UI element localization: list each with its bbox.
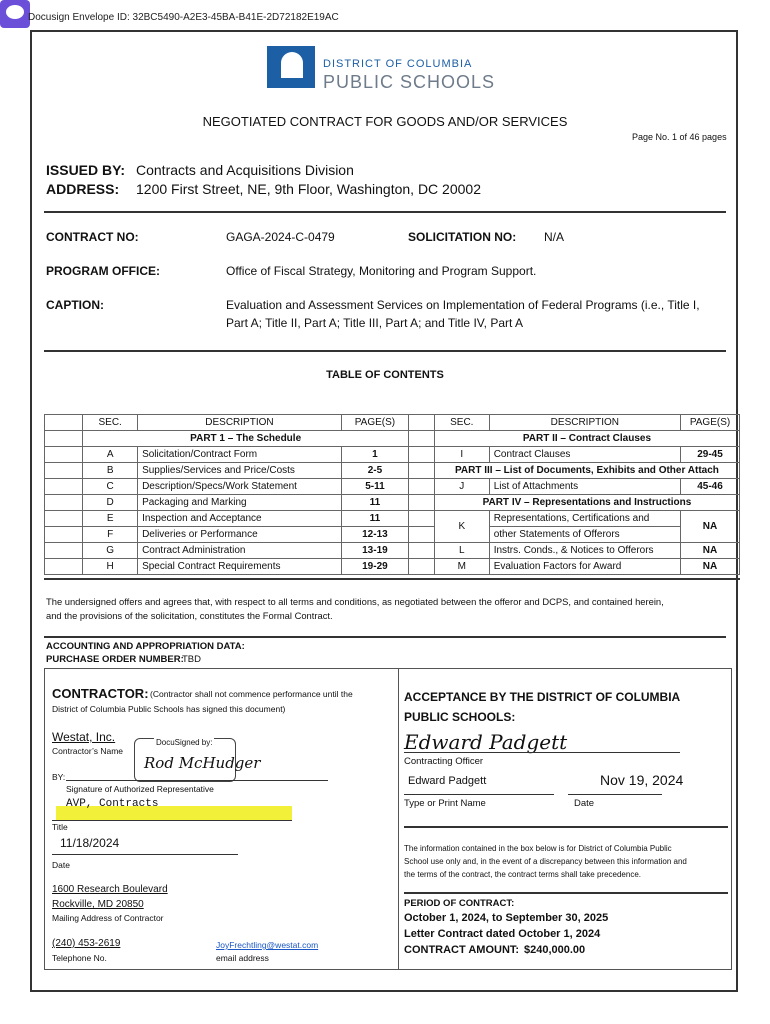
date-label: Date bbox=[574, 798, 595, 809]
table-cell: Inspection and Acceptance bbox=[138, 511, 342, 527]
toc-part2: PART II – Contract Clauses bbox=[434, 431, 739, 447]
table-cell: 11 bbox=[341, 511, 408, 527]
table-cell bbox=[409, 479, 435, 495]
table-cell: Contract Clauses bbox=[489, 447, 680, 463]
table-cell: D bbox=[83, 495, 138, 511]
table-cell bbox=[45, 463, 83, 479]
page-number: Page No. 1 of 46 pages bbox=[632, 132, 727, 142]
toc-header-desc: DESCRIPTION bbox=[489, 415, 680, 431]
table-cell: Representations, Certifications and bbox=[489, 511, 680, 527]
table-cell: 19-29 bbox=[341, 559, 408, 575]
table-cell bbox=[45, 431, 83, 447]
contract-no-label: CONTRACT NO: bbox=[46, 230, 139, 244]
divider bbox=[44, 578, 740, 580]
chat-icon[interactable] bbox=[0, 0, 30, 28]
info-line1: The information contained in the box below is for District of Columbia Public bbox=[404, 844, 672, 853]
toc-part3: PART III – List of Documents, Exhibits and Other Attach bbox=[434, 463, 739, 479]
table-cell: K bbox=[434, 511, 489, 543]
amount-label: CONTRACT AMOUNT: bbox=[404, 944, 520, 956]
table-cell bbox=[45, 527, 83, 543]
caption-line2: Part A; Title II, Part A; Title III, Part A; and Title IV, Part A bbox=[226, 316, 524, 330]
divider bbox=[404, 826, 728, 828]
divider bbox=[404, 892, 728, 894]
signature-label: Signature of Authorized Representative bbox=[66, 784, 214, 794]
date-label: Date bbox=[52, 860, 70, 870]
table-cell: 5-11 bbox=[341, 479, 408, 495]
offer-statement-line2: and the provisions of the solicitation, constitutes the Formal Contract. bbox=[46, 610, 333, 621]
date-line bbox=[52, 854, 238, 855]
document-title: NEGOTIATED CONTRACT FOR GOODS AND/OR SERVICES bbox=[202, 114, 568, 129]
table-cell: J bbox=[434, 479, 489, 495]
table-row bbox=[45, 479, 740, 495]
po-value: TBD bbox=[182, 654, 201, 665]
toc-part1: PART 1 – The Schedule bbox=[83, 431, 409, 447]
date-line bbox=[568, 794, 662, 795]
table-cell: H bbox=[83, 559, 138, 575]
table-cell: Instrs. Conds., & Notices to Offerors bbox=[489, 543, 680, 559]
contractor-name: Westat, Inc. bbox=[52, 730, 116, 744]
table-cell: 1 bbox=[341, 447, 408, 463]
table-cell: B bbox=[83, 463, 138, 479]
table-cell: Evaluation Factors for Award bbox=[489, 559, 680, 575]
logo-line2: PUBLIC SCHOOLS bbox=[323, 72, 496, 92]
table-cell bbox=[409, 463, 435, 479]
divider bbox=[44, 211, 726, 213]
table-cell bbox=[45, 543, 83, 559]
table-cell bbox=[409, 495, 435, 511]
contractor-heading: CONTRACTOR: bbox=[52, 686, 149, 701]
signature-line bbox=[404, 752, 680, 753]
table-row bbox=[45, 511, 740, 527]
table-cell bbox=[45, 447, 83, 463]
officer-printed-name: Edward Padgett bbox=[408, 775, 487, 787]
caption-label: CAPTION: bbox=[46, 298, 104, 312]
officer-date-value: Nov 19, 2024 bbox=[600, 772, 684, 788]
table-cell bbox=[409, 543, 435, 559]
table-row bbox=[45, 447, 740, 463]
email-link[interactable]: JoyFrechtling@westat.com bbox=[216, 940, 319, 950]
table-cell bbox=[45, 511, 83, 527]
table-cell bbox=[409, 527, 435, 543]
name-line bbox=[404, 794, 554, 795]
table-cell: E bbox=[83, 511, 138, 527]
table-cell: I bbox=[434, 447, 489, 463]
acceptance-heading2: PUBLIC SCHOOLS: bbox=[404, 710, 516, 724]
title-line bbox=[52, 820, 292, 821]
program-office-value: Office of Fiscal Strategy, Monitoring and Program Support. bbox=[226, 264, 537, 278]
table-cell: 11 bbox=[341, 495, 408, 511]
contract-no-value: GAGA-2024-C-0479 bbox=[226, 230, 335, 244]
table-cell bbox=[45, 415, 83, 431]
period-value: October 1, 2024, to September 30, 2025 bbox=[404, 912, 609, 924]
solicitation-no-label: SOLICITATION NO: bbox=[408, 230, 517, 244]
info-line2: School use only and, in the event of a discrepancy between this information and bbox=[404, 857, 687, 866]
table-cell: other Statements of Offerors bbox=[489, 527, 680, 543]
toc-part4: PART IV – Representations and Instructions bbox=[434, 495, 739, 511]
address-line2: Rockville, MD 20850 bbox=[52, 899, 144, 910]
divider bbox=[44, 350, 726, 352]
title-label: Title bbox=[52, 822, 68, 832]
table-cell bbox=[409, 415, 435, 431]
email-label: email address bbox=[216, 953, 269, 963]
table-cell: A bbox=[83, 447, 138, 463]
acceptance-heading1: ACCEPTANCE BY THE DISTRICT OF COLUMBIA bbox=[404, 690, 681, 704]
table-cell: Contract Administration bbox=[138, 543, 342, 559]
officer-signature: Edward Padgett bbox=[404, 730, 568, 754]
table-cell bbox=[409, 511, 435, 527]
toc-header-pages: PAGE(S) bbox=[681, 415, 740, 431]
table-row bbox=[45, 543, 740, 559]
table-cell: Deliveries or Performance bbox=[138, 527, 342, 543]
table-row bbox=[45, 527, 740, 543]
docusigned-by: DocuSigned by: bbox=[156, 738, 213, 747]
table-cell: 12-13 bbox=[341, 527, 408, 543]
table-cell: L bbox=[434, 543, 489, 559]
contractor-date-value: 11/18/2024 bbox=[60, 836, 120, 850]
solicitation-no-value: N/A bbox=[544, 230, 565, 244]
table-cell: Special Contract Requirements bbox=[138, 559, 342, 575]
divider bbox=[44, 636, 726, 638]
table-cell: G bbox=[83, 543, 138, 559]
info-line3: the terms of the contract, the contract terms shall take precedence. bbox=[404, 870, 642, 879]
contractor-note2: District of Columbia Public Schools has signed this document) bbox=[52, 704, 286, 714]
name-label: Type or Print Name bbox=[404, 798, 486, 809]
phone-label: Telephone No. bbox=[52, 953, 107, 963]
address-label: Mailing Address of Contractor bbox=[52, 913, 164, 923]
table-cell: 2-5 bbox=[341, 463, 408, 479]
table-cell bbox=[45, 495, 83, 511]
table-cell bbox=[409, 559, 435, 575]
table-cell: NA bbox=[681, 559, 740, 575]
contractor-signature: Rod McHudger bbox=[144, 754, 261, 772]
toc-title: TABLE OF CONTENTS bbox=[326, 369, 444, 381]
address-value: 1200 First Street, NE, 9th Floor, Washington, DC 20002 bbox=[136, 181, 481, 197]
issued-by-label: ISSUED BY: bbox=[46, 162, 126, 178]
address-label: ADDRESS: bbox=[46, 181, 120, 197]
address-line1: 1600 Research Boulevard bbox=[52, 884, 168, 895]
table-cell: NA bbox=[681, 511, 740, 543]
program-office-label: PROGRAM OFFICE: bbox=[46, 264, 160, 278]
caption-line1: Evaluation and Assessment Services on Implementation of Federal Programs (i.e., Title I, bbox=[226, 298, 700, 312]
table-cell: Solicitation/Contract Form bbox=[138, 447, 342, 463]
issued-by-value: Contracts and Acquisitions Division bbox=[136, 162, 354, 178]
officer-label: Contracting Officer bbox=[404, 756, 484, 767]
toc-header-desc: DESCRIPTION bbox=[138, 415, 342, 431]
signature-line bbox=[66, 780, 328, 781]
table-cell: 29-45 bbox=[681, 447, 740, 463]
table-cell: C bbox=[83, 479, 138, 495]
phone-value: (240) 453-2619 bbox=[52, 938, 121, 949]
table-cell bbox=[409, 447, 435, 463]
toc-header-sec: SEC. bbox=[83, 415, 138, 431]
table-cell: F bbox=[83, 527, 138, 543]
table-row bbox=[45, 431, 740, 447]
envelope-id: Docusign Envelope ID: 32BC5490-A2E3-45BA-B41E-2D72182E19AC bbox=[28, 12, 339, 23]
table-cell: Packaging and Marking bbox=[138, 495, 342, 511]
logo-line1: DISTRICT OF COLUMBIA bbox=[323, 58, 473, 70]
table-cell: Supplies/Services and Price/Costs bbox=[138, 463, 342, 479]
table-row bbox=[45, 415, 740, 431]
table-cell: 45-46 bbox=[681, 479, 740, 495]
by-label: BY: bbox=[52, 772, 66, 782]
divider bbox=[398, 668, 399, 970]
table-cell: 13-19 bbox=[341, 543, 408, 559]
table-cell: Description/Specs/Work Statement bbox=[138, 479, 342, 495]
table-row bbox=[45, 559, 740, 575]
toc-header-sec: SEC. bbox=[434, 415, 489, 431]
letter-contract: Letter Contract dated October 1, 2024 bbox=[404, 928, 601, 940]
capitol-dome-icon bbox=[281, 52, 303, 78]
contractor-title-value: AVP, Contracts bbox=[66, 798, 159, 810]
period-label: PERIOD OF CONTRACT: bbox=[404, 898, 515, 909]
amount-value: $240,000.00 bbox=[524, 944, 586, 956]
table-cell bbox=[409, 431, 435, 447]
contractor-note1: (Contractor shall not commence performance until the bbox=[150, 689, 353, 699]
offer-statement-line1: The undersigned offers and agrees that, with respect to all terms and conditions, as negotiated between the offeror and DCPS, and contained herein, bbox=[46, 596, 664, 607]
table-cell: List of Attachments bbox=[489, 479, 680, 495]
contractor-name-label: Contractor’s Name bbox=[52, 746, 124, 756]
accounting-label: ACCOUNTING AND APPROPRIATION DATA: bbox=[46, 641, 245, 652]
toc-table bbox=[44, 414, 740, 575]
toc-header-pages: PAGE(S) bbox=[341, 415, 408, 431]
table-row bbox=[45, 495, 740, 511]
table-cell: NA bbox=[681, 543, 740, 559]
table-cell: M bbox=[434, 559, 489, 575]
table-row bbox=[45, 463, 740, 479]
po-label: PURCHASE ORDER NUMBER: bbox=[46, 654, 184, 665]
table-cell bbox=[45, 559, 83, 575]
table-cell bbox=[45, 479, 83, 495]
